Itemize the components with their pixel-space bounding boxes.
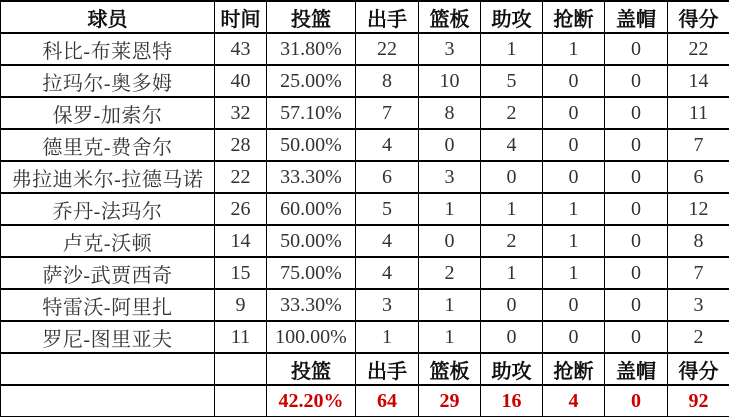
header-row: [1, 1, 729, 33]
table-row: [1, 289, 729, 321]
stat-cell: 0: [605, 289, 668, 321]
header-cell-player: 球员: [1, 1, 215, 33]
total-blocks-cell: 0: [605, 385, 668, 417]
stat-cell: 0: [481, 321, 543, 353]
stat-cell: 1: [419, 321, 481, 353]
totals-row: [1, 385, 729, 417]
player-name-cell: 保罗-加索尔: [1, 97, 215, 129]
stat-cell: 1: [481, 193, 543, 225]
stat-cell: 100.00%: [267, 321, 356, 353]
summary-header-cell-rebounds: 篮板: [419, 353, 481, 385]
summary-header-cell-fg-pct: 投篮: [267, 353, 356, 385]
stat-cell: 4: [481, 129, 543, 161]
header-cell-steals: 抢断: [543, 1, 605, 33]
header-cell-rebounds: 篮板: [419, 1, 481, 33]
stat-cell: 26: [215, 193, 267, 225]
stat-cell: 5: [481, 65, 543, 97]
stat-cell: 4: [356, 225, 419, 257]
stat-cell: 4: [356, 129, 419, 161]
total-fg-pct-cell: 42.20%: [267, 385, 356, 417]
summary-header-cell-points: 得分: [668, 353, 729, 385]
stat-cell: 4: [356, 257, 419, 289]
player-name-cell: 卢克-沃顿: [1, 225, 215, 257]
table-row: [1, 33, 729, 65]
total-rebounds-cell: 29: [419, 385, 481, 417]
stat-cell: 31.80%: [267, 33, 356, 65]
stat-cell: 7: [668, 129, 729, 161]
stat-cell: 1: [419, 289, 481, 321]
stat-cell: 1: [543, 225, 605, 257]
stat-cell: 0: [605, 257, 668, 289]
stat-cell: 1: [419, 193, 481, 225]
stat-cell: 75.00%: [267, 257, 356, 289]
stat-cell: 1: [356, 321, 419, 353]
total-assists-cell: 16: [481, 385, 543, 417]
stat-cell: 10: [419, 65, 481, 97]
stat-cell: 0: [605, 193, 668, 225]
empty-cell: [1, 385, 215, 417]
summary-header-cell-steals: 抢断: [543, 353, 605, 385]
stat-cell: 1: [543, 193, 605, 225]
stat-cell: 11: [668, 97, 729, 129]
stat-cell: 0: [543, 97, 605, 129]
table-row: [1, 161, 729, 193]
stat-cell: 0: [481, 161, 543, 193]
stat-cell: 50.00%: [267, 129, 356, 161]
player-name-cell: 弗拉迪米尔-拉德马诺: [1, 161, 215, 193]
stat-cell: 7: [668, 257, 729, 289]
stat-cell: 1: [481, 33, 543, 65]
stat-cell: 0: [419, 129, 481, 161]
stat-cell: 40: [215, 65, 267, 97]
stat-cell: 1: [543, 33, 605, 65]
stat-cell: 0: [605, 321, 668, 353]
empty-cell: [1, 353, 215, 385]
player-name-cell: 拉玛尔-奥多姆: [1, 65, 215, 97]
stat-cell: 6: [356, 161, 419, 193]
stat-cell: 50.00%: [267, 225, 356, 257]
stat-cell: 2: [419, 257, 481, 289]
stat-cell: 2: [481, 225, 543, 257]
stat-cell: 0: [419, 225, 481, 257]
table-row: [1, 65, 729, 97]
stat-cell: 0: [605, 97, 668, 129]
stat-cell: 25.00%: [267, 65, 356, 97]
table-row: [1, 193, 729, 225]
summary-header-cell-fga: 出手: [356, 353, 419, 385]
stat-cell: 6: [668, 161, 729, 193]
stat-cell: 14: [215, 225, 267, 257]
stat-cell: 8: [419, 97, 481, 129]
stat-cell: 33.30%: [267, 289, 356, 321]
stat-cell: 8: [668, 225, 729, 257]
header-cell-points: 得分: [668, 1, 729, 33]
stat-cell: 3: [419, 161, 481, 193]
stat-cell: 22: [668, 33, 729, 65]
stat-cell: 3: [419, 33, 481, 65]
summary-header-cell-assists: 助攻: [481, 353, 543, 385]
stat-cell: 1: [543, 257, 605, 289]
stat-cell: 7: [356, 97, 419, 129]
summary-header-cell-blocks: 盖帽: [605, 353, 668, 385]
stat-cell: 43: [215, 33, 267, 65]
stat-cell: 0: [605, 161, 668, 193]
table-row: [1, 321, 729, 353]
player-name-cell: 特雷沃-阿里扎: [1, 289, 215, 321]
stat-cell: 2: [668, 321, 729, 353]
stat-cell: 9: [215, 289, 267, 321]
stat-cell: 5: [356, 193, 419, 225]
table-row: [1, 129, 729, 161]
stat-cell: 3: [356, 289, 419, 321]
stat-cell: 0: [605, 225, 668, 257]
stat-cell: 15: [215, 257, 267, 289]
stat-cell: 0: [605, 65, 668, 97]
stat-cell: 3: [668, 289, 729, 321]
player-name-cell: 萨沙-武贾西奇: [1, 257, 215, 289]
stat-cell: 0: [543, 289, 605, 321]
header-cell-assists: 助攻: [481, 1, 543, 33]
table-row: [1, 257, 729, 289]
stat-cell: 0: [543, 129, 605, 161]
table-row: [1, 225, 729, 257]
empty-cell: [215, 385, 267, 417]
stat-cell: 22: [215, 161, 267, 193]
stat-cell: 12: [668, 193, 729, 225]
stat-cell: 0: [481, 289, 543, 321]
stat-cell: 60.00%: [267, 193, 356, 225]
stat-cell: 28: [215, 129, 267, 161]
player-name-cell: 科比-布莱恩特: [1, 33, 215, 65]
player-name-cell: 罗尼-图里亚夫: [1, 321, 215, 353]
stat-cell: 1: [481, 257, 543, 289]
total-fga-cell: 64: [356, 385, 419, 417]
stat-cell: 32: [215, 97, 267, 129]
header-cell-blocks: 盖帽: [605, 1, 668, 33]
stat-cell: 11: [215, 321, 267, 353]
stat-cell: 8: [356, 65, 419, 97]
summary-header-row: [1, 353, 729, 385]
total-steals-cell: 4: [543, 385, 605, 417]
stat-cell: 22: [356, 33, 419, 65]
player-name-cell: 德里克-费舍尔: [1, 129, 215, 161]
stat-cell: 57.10%: [267, 97, 356, 129]
header-cell-minutes: 时间: [215, 1, 267, 33]
stat-cell: 0: [605, 129, 668, 161]
table-row: [1, 97, 729, 129]
empty-cell: [215, 353, 267, 385]
stat-cell: 0: [543, 321, 605, 353]
header-cell-fga: 出手: [356, 1, 419, 33]
total-points-cell: 92: [668, 385, 729, 417]
stat-cell: 0: [605, 33, 668, 65]
stat-cell: 2: [481, 97, 543, 129]
player-name-cell: 乔丹-法玛尔: [1, 193, 215, 225]
stat-cell: 0: [543, 65, 605, 97]
stat-cell: 33.30%: [267, 161, 356, 193]
stat-cell: 0: [543, 161, 605, 193]
header-cell-fg-pct: 投篮: [267, 1, 356, 33]
stat-cell: 14: [668, 65, 729, 97]
